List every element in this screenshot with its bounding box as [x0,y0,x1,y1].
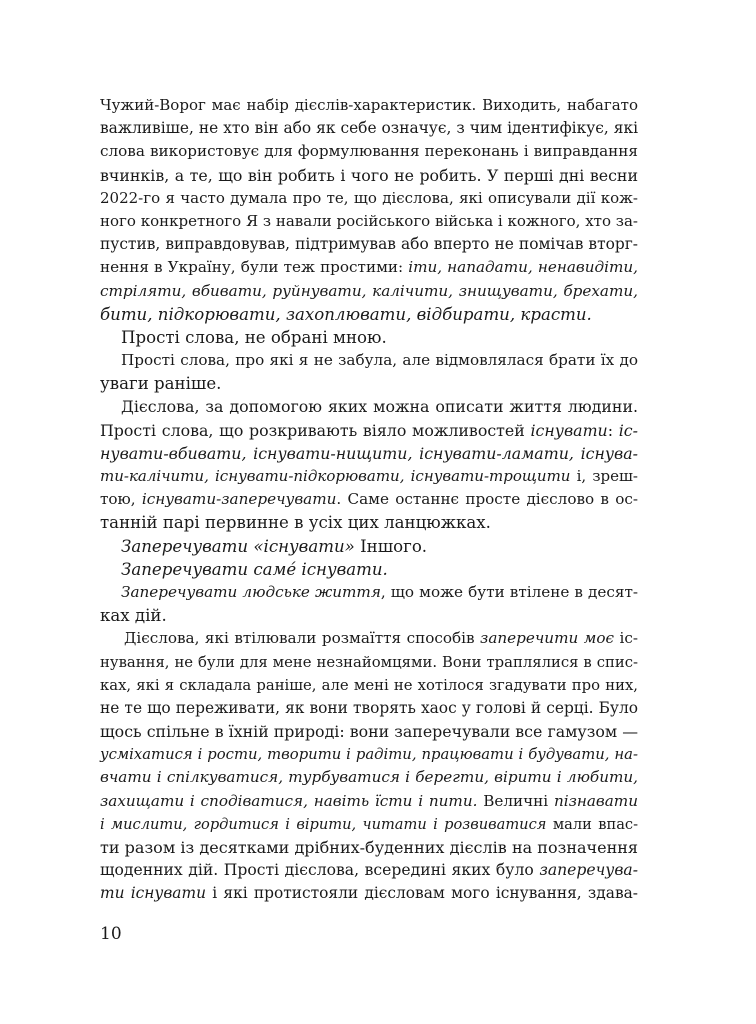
text-line: вчати і спілкуватися, турбуватися і берегти, вірити і любити, [100,768,638,787]
text-line: ти існувати і які протистояли дієсловам мого існування, здава- [100,884,638,903]
text-line: Прості слова, що розкривають віяло можливостей існувати: іс- [100,420,638,440]
text-line: щоденних дій. Прості дієслова, всередині яких було заперечува- [100,861,638,880]
text-line: Заперечувати «існувати» Іншого. [121,536,428,556]
text-line: ти разом із десятками дрібних-буденних дієслів на позначення [100,838,638,857]
text-line: Заперечувати саме́ існувати. [121,559,388,579]
text-line: ках дій. [100,606,167,626]
text-line: нення в Україну, були теж простими: іти, нападати, ненавидіти, [100,258,638,277]
page-number: 10 [100,924,122,944]
text-line: ках, які я складала раніше, але мені не хотілося згадувати про них, [100,676,638,694]
text-line: не те що переживати, як вони творять хаос у голові й серці. Було [100,698,638,717]
text-line: ти-калічити, існувати-підкорювати, існувати-трощити і, зреш- [100,467,638,485]
text-line: стріляти, вбивати, руйнувати, калічити, знищувати, брехати, [100,281,638,300]
text-line: нування, не були для мене незнайомцями. Вони траплялися в спис- [100,653,638,671]
text-line: ного конкретного Я з навали російського війська і кожного, хто за- [100,211,638,230]
text-line: важливіше, не хто він або як себе означує, з чим ідентифікує, які [100,119,638,138]
text-line: Прості слова, про які я не забула, але відмовлялася брати їх до [121,351,638,370]
text-line: щось спільне в їхній природі: вони заперечували все гамузом — [100,722,638,742]
text-line: захищати і сподіватися, навіть їсти і пити. Величні пізнавати [100,791,638,810]
text-line: і мислити, гордитися і вірити, читати і розвиватися мали впас- [100,815,638,833]
text-line: усміхатися і рости, творити і радіти, працювати і будувати, на- [100,746,638,764]
text-line: вчинків, а те, що він робить і чого не робить. У перші дні весни [100,165,638,185]
text-line: Дієслова, за допомогою яких можна описати життя людини. [121,397,638,417]
text-line: танній парі первинне в усіх цих ланцюжках. [100,513,491,533]
text-line: 2022-го я часто думала про те, що дієслова, які описували дії кож- [100,188,638,207]
text-line: слова використовує для формулювання переконань і виправдання [100,142,638,161]
text-line: Чужий-Ворог має набір дієслів-характеристик. Виходить, набагато [100,96,638,114]
text-line: нувати-вбивати, існувати-нищити, існувати-ламати, існува- [100,443,638,463]
text-line: Дієслова, які втілювали розмаїття способів заперечити моє іс- [124,629,638,648]
text-line: пустив, виправдовував, підтримував або вперто не помічав вторг- [100,235,638,254]
page-body [100,94,638,906]
text-line: бити, підкорювати, захоплювати, відбирати, красти. [100,304,592,324]
text-line: уваги раніше. [100,374,222,394]
text-line: Заперечувати людське життя, що може бути втілене в десят- [121,582,638,601]
text-line: Прості слова, не обрані мною. [121,327,387,347]
text-line: тою, існувати-заперечувати. Саме останнє просте дієслово в ос- [100,490,638,509]
